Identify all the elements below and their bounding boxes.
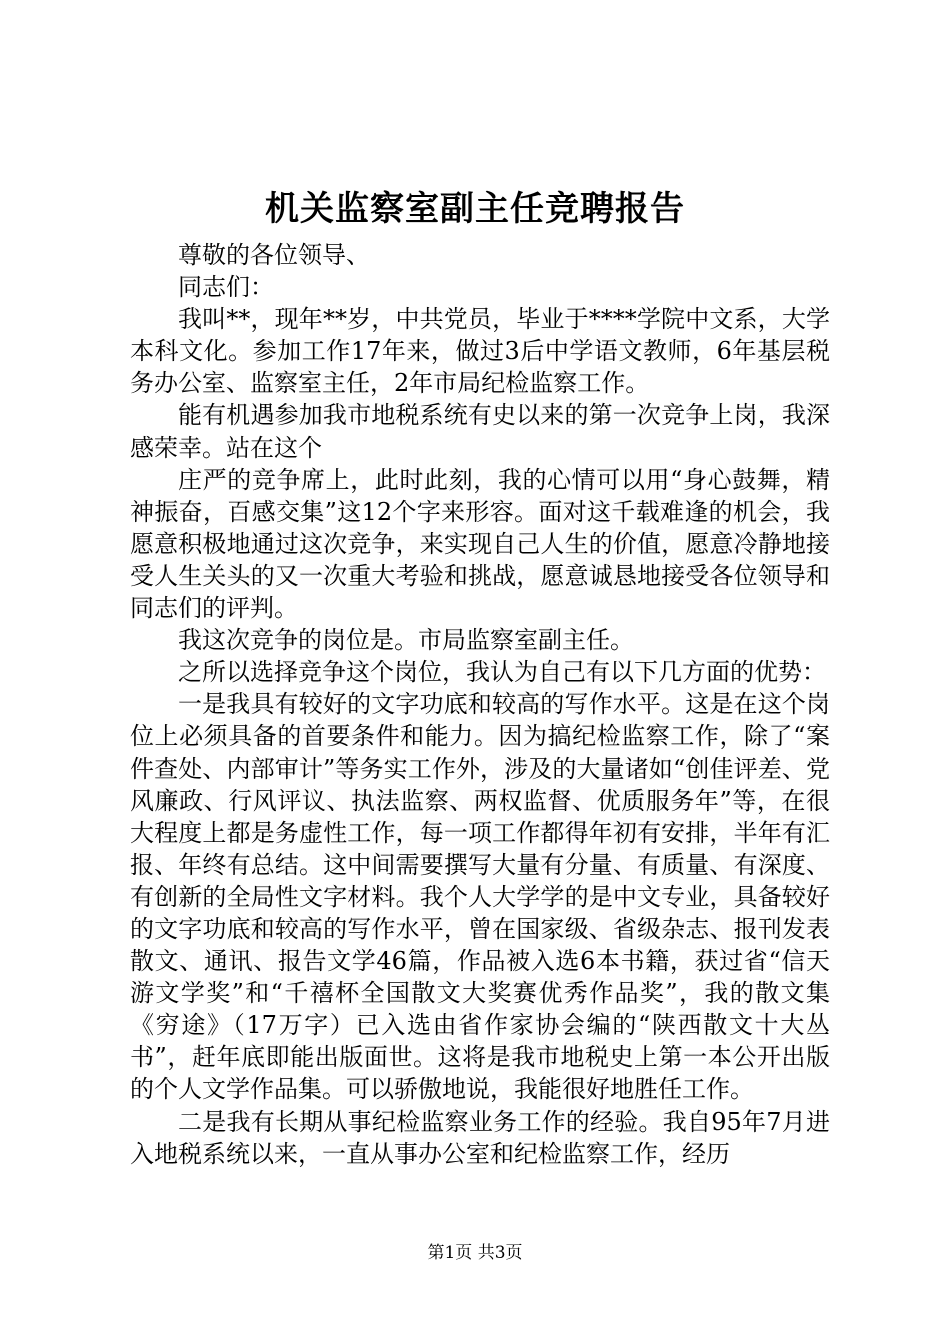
- paragraph-feelings: 庄严的竞争席上，此时此刻，我的心情可以用“身心鼓舞，精神振奋，百感交集”这12个字来形容。面对这千载难逢的机会，我愿意积极地通过这次竞争，来实现自己人生的价值，愿意冷静地接受人生关头的又一次重大考验和挑战，愿意诚恳地接受各位领导和同志们的评判。: [130, 465, 830, 623]
- document-body: [130, 239, 830, 1170]
- paragraph-advantage-one: 一是我具有较好的文字功底和较高的写作水平。这是在这个岗位上必须具备的首要条件和能力。因为搞纪检监察工作，除了“案件查处、内部审计”等务实工作外，涉及的大量诸如“创佳评差、党风廉政、行风评议、执法监察、两权监督、优质服务年”等，在很大程度上都是务虚性工作，每一项工作都得年初有安排，半年有汇报、年终有总结。这中间需要撰写大量有分量、有质量、有深度、有创新的全局性文字材料。我个人大学学的是中文专业，具备较好的文字功底和较高的写作水平，曾在国家级、省级杂志、报刊发表散文、通讯、报告文学46篇，作品被入选6本书籍，获过省“信天游文学奖”和“千禧杯全国散文大奖赛优秀作品奖”，我的散文集《穷途》（17万字）已入选由省作家协会编的“陕西散文十大丛书”，赶年底即能出版面世。这将是我市地税史上第一本公开出版的个人文学作品集。可以骄傲地说，我能很好地胜任工作。: [130, 690, 830, 1104]
- paragraph-position: 我这次竞争的岗位是。市局监察室副主任。: [178, 626, 634, 655]
- page-footer: 第1页 共3页: [427, 1243, 523, 1263]
- paragraph-advantage-two: 二是我有长期从事纪检监察业务工作的经验。我自95年7月进入地税系统以来，一直从事办公室和纪检监察工作，经历: [130, 1107, 830, 1168]
- paragraph-opportunity: 能有机遇参加我市地税系统有史以来的第一次竞争上岗，我深感荣幸。站在这个: [130, 401, 830, 462]
- paragraph-advantages-intro: 之所以选择竞争这个岗位，我认为自己有以下几方面的优势：: [178, 658, 826, 687]
- paragraph-self-introduction: 我叫**，现年**岁，中共党员，毕业于****学院中文系，大学本科文化。参加工作17年来，做过3后中学语文教师，6年基层税务办公室、监察室主任，2年市局纪检监察工作。: [130, 305, 830, 398]
- paragraph-salutation-1: 尊敬的各位领导、: [178, 241, 370, 269]
- document-title: 机关监察室副主任竞聘报告: [265, 189, 685, 229]
- paragraph-salutation-2: 同志们：: [178, 273, 274, 302]
